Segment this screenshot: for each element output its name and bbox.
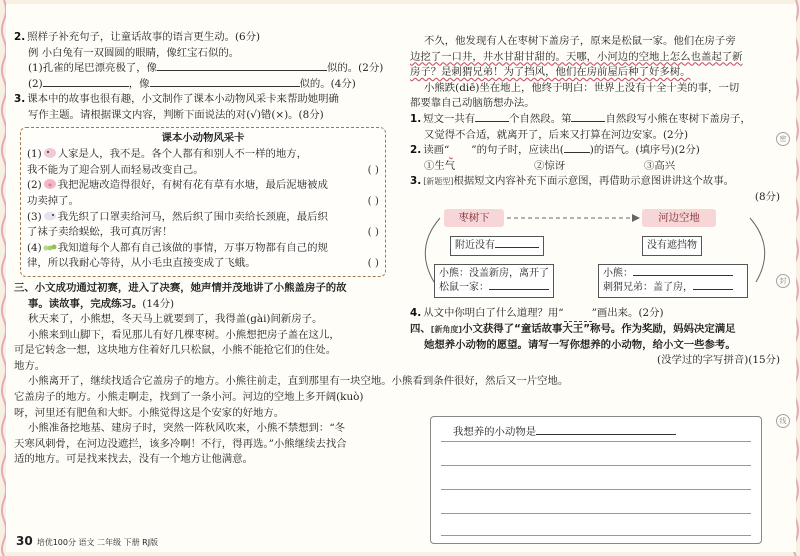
rq2-blank[interactable] xyxy=(564,152,590,153)
rq2-options xyxy=(410,159,780,175)
worksheet-page xyxy=(6,4,796,552)
card-item-2: (2) 我把泥塘改造得很好，有树有花有草有水塘，最后泥塘被成 xyxy=(27,179,328,192)
writing-prompt-blank[interactable] xyxy=(536,434,676,435)
right-column xyxy=(410,34,780,438)
node-riverside: 河边空地 xyxy=(642,209,716,227)
box-bear-blank[interactable] xyxy=(633,275,733,276)
box-bear-right: 小熊： 刺猬兄弟：盖了房， xyxy=(598,264,748,298)
section3-line2: 事。读故事，完成练习。(14分) xyxy=(28,297,175,310)
card-title: 课本小动物风采卡 xyxy=(161,131,245,144)
card-item-3-cont: 了袜子卖给蜈蚣，我可真厉害！ ( ) xyxy=(27,225,379,241)
story-line-8: 小熊准备挖地基、建房子时，突然一阵秋风吹来，小熊不禁想到：“冬 xyxy=(28,422,346,435)
seal-mark-2: 封 xyxy=(776,274,790,288)
seal-mark-1: 密 xyxy=(776,132,790,146)
q2-item2: (2) ，像 似的。(4分) xyxy=(28,77,356,90)
writing-line-1 xyxy=(441,441,751,442)
section3-line1: 三、小文成功通过初赛，进入了决赛，她声情并茂地讲了小熊盖房子的故 xyxy=(14,281,347,294)
answer-paren-1[interactable]: ( ) xyxy=(367,163,379,176)
rq2-line1: 2. 读画“ ”的句子时，应读出( )的语气。(填序号)(2分) xyxy=(410,144,700,157)
writing-box[interactable] xyxy=(430,416,762,544)
q2-title: 2. 照样子补充句子，让童话故事的语言更生动。(6分) xyxy=(14,31,261,43)
story-line-1: 秋天来了，小熊想，冬天马上就要到了，我得盖(gài)间新房子。 xyxy=(28,313,323,326)
story-line-7: 呀，河里还有肥鱼和大虾。小熊觉得这是个安家的好地方。 xyxy=(14,406,285,419)
right-story-5: 都要靠自己动脑筋想办法。 xyxy=(410,97,535,110)
story-line-5: 小熊离开了，继续找适合它盖房子的地方。小熊往前走，直到那里有一块空地。小熊看到条件很好，然后又一片空地。 xyxy=(28,375,569,388)
rq4-line: 4. 从文中你明白了什么道理？用“ ”画出来。(2分) xyxy=(410,306,780,323)
node-jujube-tree: 枣树下 xyxy=(444,209,504,227)
writing-line-3 xyxy=(441,489,751,490)
writing-line-5 xyxy=(441,535,751,536)
answer-paren-2[interactable]: ( ) xyxy=(367,194,379,207)
answer-paren-3[interactable]: ( ) xyxy=(367,226,379,239)
box-squirrel-blank[interactable] xyxy=(489,289,549,290)
q3-line2: 写作主题。请根据课文内容，判断下面说法的对(√)错(×)。(8分) xyxy=(28,108,324,121)
story-line-2: 小熊来到山脚下，看见那儿有好几棵枣树。小熊想把房子盖在这儿， xyxy=(28,328,340,341)
story-line-10: 适的地方。可是找来找去，没有一个地方让他满意。 xyxy=(14,453,253,466)
writing-line-2 xyxy=(441,465,751,466)
q2-item1: (1)孔雀的尾巴漂亮极了，像 似的。(2分) xyxy=(28,62,384,75)
card-item-3: (3) 我先织了口罩卖给河马，然后织了围巾卖给长颈鹿，最后织 xyxy=(27,210,328,223)
right-story-3: 房子？是刺猬兄弟！为了挡风，他们在房前屋后种了好多树。 xyxy=(410,66,691,79)
section4-note: (没学过的字写拼音)(15分) xyxy=(657,354,780,367)
story-diagram xyxy=(410,208,780,304)
card-item-4: (4) 我知道每个人都有自己该做的事情，万事万物都有自己的规 xyxy=(27,241,328,254)
page-footer xyxy=(16,534,158,548)
pig-icon xyxy=(43,178,57,190)
q2-number: 2. xyxy=(14,31,26,43)
rq1-line2: 又觉得不合适，就离开了，后来又打算在河边安家。(2分) xyxy=(424,128,689,141)
q2-item2-blank-a[interactable] xyxy=(43,86,129,87)
sheep-icon xyxy=(43,210,57,222)
story-line-9: 天寒风刺骨，在河边没遮拦，该多冷啊！不行，得再选。”小熊继续去找合 xyxy=(14,437,347,450)
elephant-icon xyxy=(43,147,57,159)
box-no-shelter: 没有遮挡物 xyxy=(642,236,702,256)
card-item-1: (1) 人家是人，我不是。各个人都有和别人不一样的地方， xyxy=(27,148,308,161)
right-story-2: 边挖了一口井，井水甘甜甘甜的。天哪，小河边的空地上怎么也盖起了新 xyxy=(410,50,743,63)
rq3-score: (8分) xyxy=(754,190,780,203)
box-bear-left: 小熊：没盖新房，离开了 松鼠一家： xyxy=(434,264,554,298)
answer-paren-4[interactable]: ( ) xyxy=(367,257,379,270)
q3-line1: 3. 课本中的故事也很有趣，小文制作了课本小动物风采卡来帮助她明确 xyxy=(14,93,339,106)
right-story-4: 小熊跌(diē)坐在地上，他终于明白：世界上没有十全十美的事，一切 xyxy=(424,81,740,94)
box-hedgehog-blank[interactable] xyxy=(693,289,733,290)
card-item-4-cont: 律，所以我耐心等待，从小毛虫直接变成了飞蛾。 ( ) xyxy=(27,256,379,272)
right-story-1: 不久，他发现有人在枣树下盖房子，原来是松鼠一家。他们在房子旁 xyxy=(424,35,736,47)
rq1-blank-a[interactable] xyxy=(475,121,509,122)
writing-prompt: 我想养的小动物是 xyxy=(453,425,676,441)
page-number: 30 xyxy=(16,534,33,548)
book-info: 培优100分 语文 二年级 下册 RJ版 xyxy=(36,538,159,547)
writing-line-4 xyxy=(441,513,751,514)
rq1-line1: 1. 短文一共有 个自然段。第 自然段写小熊在枣树下盖房子， xyxy=(410,112,751,125)
caterpillar-icon xyxy=(43,241,57,253)
section4-line2: 她想养小动物的愿望。请写一写你想养的小动物，给小文一些参考。 xyxy=(424,338,736,351)
rq3-line1: 3. [新题型]根据短文内容补充下面示意图，再借助示意图讲讲这个故事。 xyxy=(410,175,734,188)
box-nearby: 附近没有 xyxy=(450,236,544,256)
card-item-1-cont: 我不能为了迎合别人而轻易改变自己。 ( ) xyxy=(27,163,379,179)
card-item-2-cont: 功卖掉了。 ( ) xyxy=(27,194,379,210)
story-line-4: 地方。 xyxy=(14,359,46,372)
q2-item2-blank-b[interactable] xyxy=(150,86,300,87)
animal-card xyxy=(20,127,386,277)
rq2-option-2[interactable]: ②惊讶 xyxy=(534,159,566,172)
seal-mark-3: 线 xyxy=(776,414,790,428)
rq2-option-3[interactable]: ③高兴 xyxy=(644,159,676,172)
q2-example: 例 小白兔有一双圆圆的眼睛，像红宝石似的。 xyxy=(28,46,240,59)
rq2-option-1[interactable]: ①生气 xyxy=(424,159,456,172)
q2-item1-blank[interactable] xyxy=(157,70,327,71)
rq1-blank-b[interactable] xyxy=(571,121,605,122)
story-line-6: 它盖房子的地方。小熊走啊走，找到了一条小河。河边的空地上多开阔(kuò) xyxy=(14,391,364,404)
story-line-3: 可是它转念一想，这块地方住着好几只松鼠，小熊不能抢它们的住处。 xyxy=(14,344,337,357)
section4-line1: 四、[新角度]小文获得了“童话故事大王”称号。作为奖励，妈妈决定满足 xyxy=(410,323,736,336)
box-nearby-blank[interactable] xyxy=(495,247,539,248)
